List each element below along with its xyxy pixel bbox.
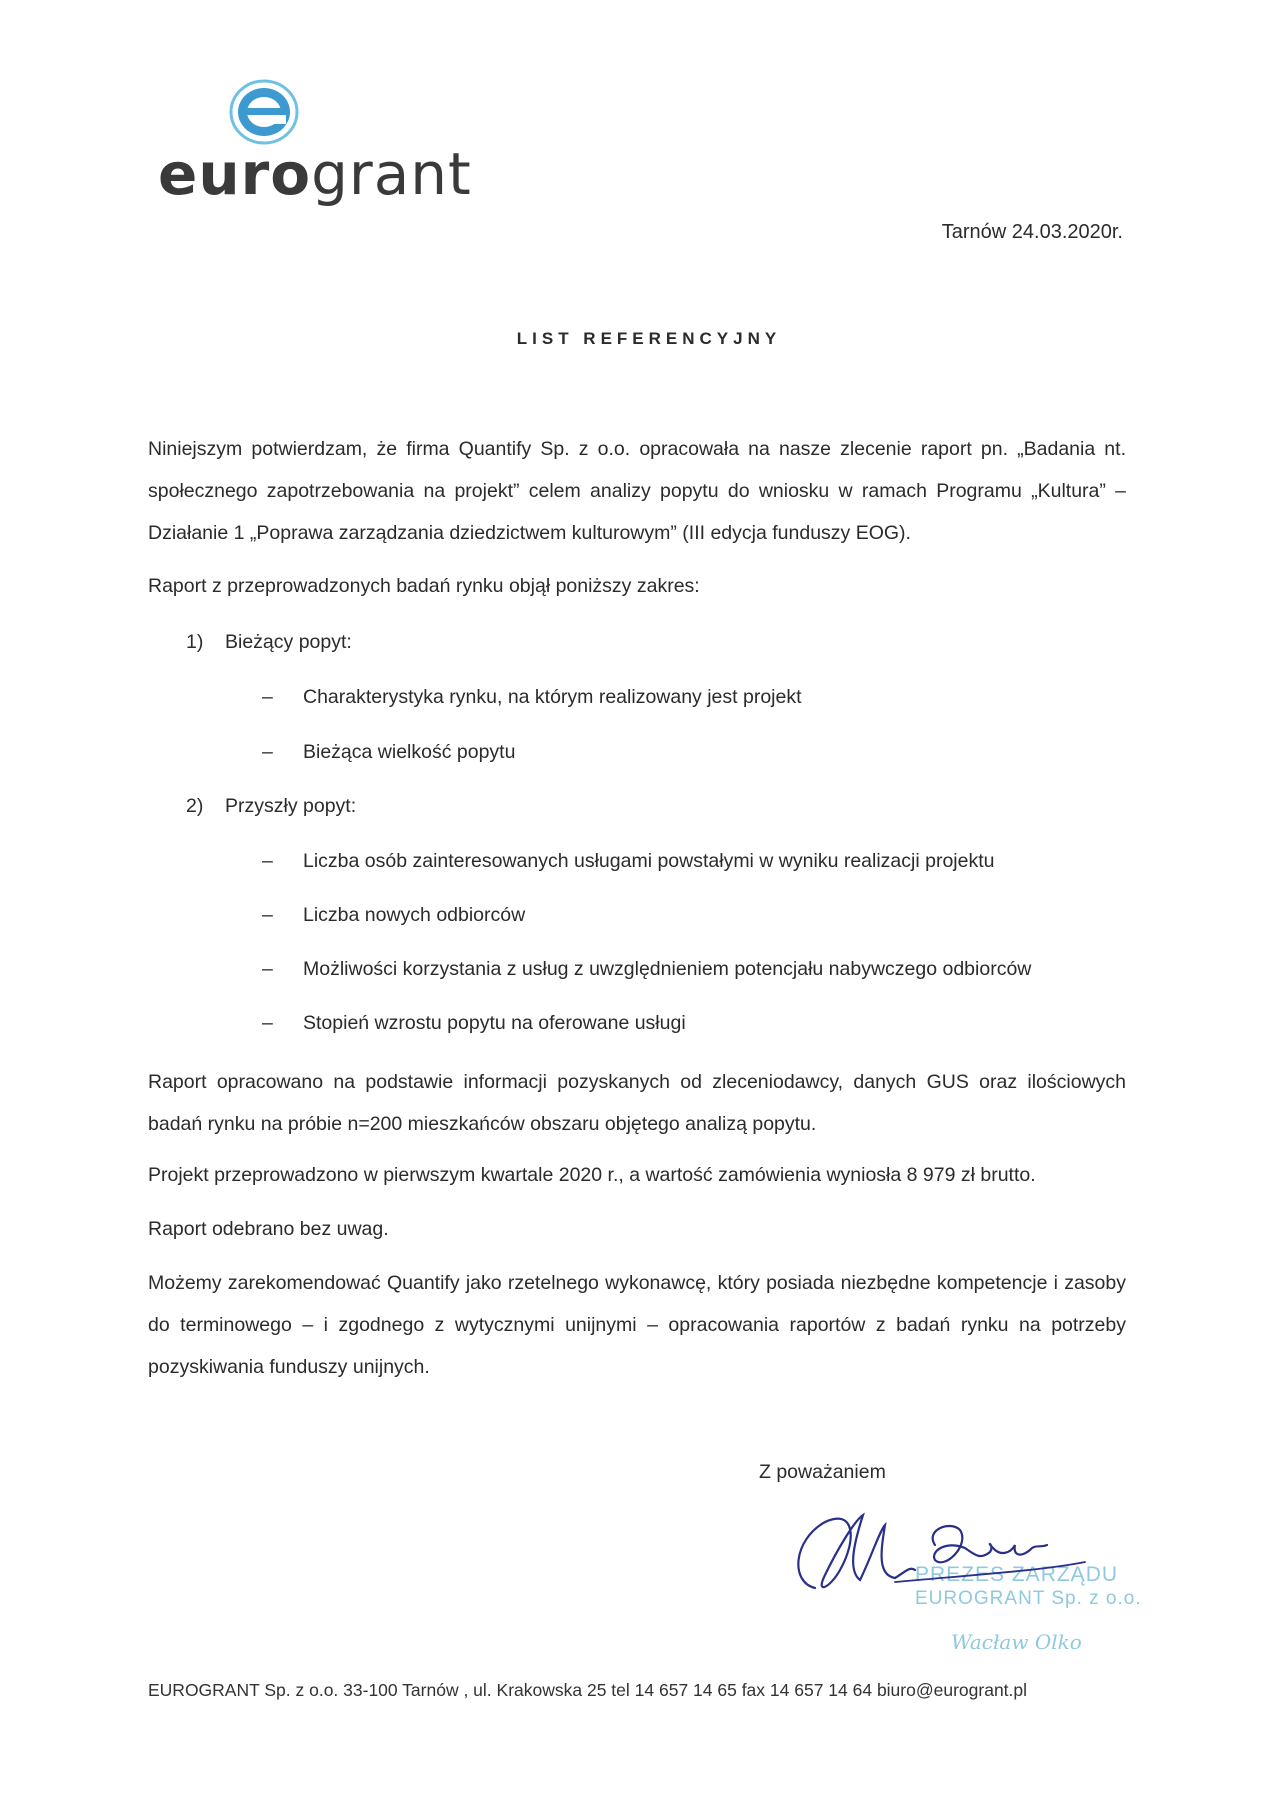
company-logo — [158, 78, 472, 218]
paragraph-intro: Niniejszym potwierdzam, że firma Quantify Sp. z o.o. opracowała na nasze zlecenie raport pn. „Badania nt. społecznego zapotrzebowania na projekt” celem analizy popytu do wniosku w ramach Programu „Kultura” – Działanie 1 „Poprawa zarządzania dziedzictwem kulturowym” (III edycja funduszy EOG). — [148, 438, 1126, 544]
list-number-2: 2) — [186, 795, 204, 817]
bullet-interested-people: Liczba osób zainteresowanych usługami powstałymi w wyniku realizacji projektu — [303, 850, 995, 872]
stamp-company: EUROGRANT Sp. z o.o. — [915, 1588, 1142, 1609]
bullet-current-demand-size: Bieżąca wielkość popytu — [303, 741, 516, 763]
letter-date: Tarnów 24.03.2020r. — [941, 221, 1123, 243]
bullet-dash: – — [262, 958, 273, 980]
bullet-usage-possibilities: Możliwości korzystania z usług z uwzględnieniem potencjału nabywczego odbiorców — [303, 958, 1032, 980]
bullet-dash: – — [262, 904, 273, 926]
paragraph-value: Projekt przeprowadzono w pierwszym kwartale 2020 r., a wartość zamówienia wyniosła 8 979 zł brutto. — [148, 1164, 1036, 1186]
bullet-dash: – — [262, 741, 273, 763]
list-item-future-demand: Przyszły popyt: — [225, 795, 357, 817]
logo-wordmark: eurogrant — [158, 140, 472, 208]
bullet-dash: – — [262, 686, 273, 708]
closing-salutation: Z poważaniem — [759, 1461, 886, 1483]
eurogrant-logo-icon — [228, 78, 300, 146]
paragraph-accepted: Raport odebrano bez uwag. — [148, 1218, 389, 1240]
stamp-name: Wacław Olko — [951, 1630, 1082, 1654]
bullet-new-recipients: Liczba nowych odbiorców — [303, 904, 526, 926]
handwritten-signature-icon — [785, 1500, 1095, 1605]
bullet-dash: – — [262, 1012, 273, 1034]
bullet-market-characteristics: Charakterystyka rynku, na którym realizowany jest projekt — [303, 686, 802, 708]
list-number-1: 1) — [186, 631, 204, 653]
letter-footer: EUROGRANT Sp. z o.o. 33-100 Tarnów , ul. Krakowska 25 tel 14 657 14 65 fax 14 657 14 64 biuro@eurogrant.pl — [148, 1680, 1028, 1700]
bullet-demand-growth: Stopień wzrostu popytu na oferowane usługi — [303, 1012, 686, 1034]
letter-title: LIST REFERENCYJNY — [516, 329, 782, 348]
paragraph-scope: Raport z przeprowadzonych badań rynku objął poniższy zakres: — [148, 575, 700, 597]
bullet-dash: – — [262, 850, 273, 872]
list-item-current-demand: Bieżący popyt: — [225, 631, 352, 653]
stamp-title: PREZES ZARZĄDU — [915, 1563, 1119, 1586]
paragraph-recommendation: Możemy zarekomendować Quantify jako rzetelnego wykonawcę, który posiada niezbędne kompetencje i zasoby do terminowego – i zgodnego z wytycznymi unijnymi – opracowania raportów z badań rynku na potrzeby pozyskiwania funduszy unijnych. — [148, 1272, 1126, 1378]
paragraph-methodology: Raport opracowano na podstawie informacji pozyskanych od zleceniodawcy, danych GUS oraz ilościowych badań rynku na próbie n=200 mieszkańców obszaru objętego analizą popytu. — [148, 1071, 1126, 1135]
